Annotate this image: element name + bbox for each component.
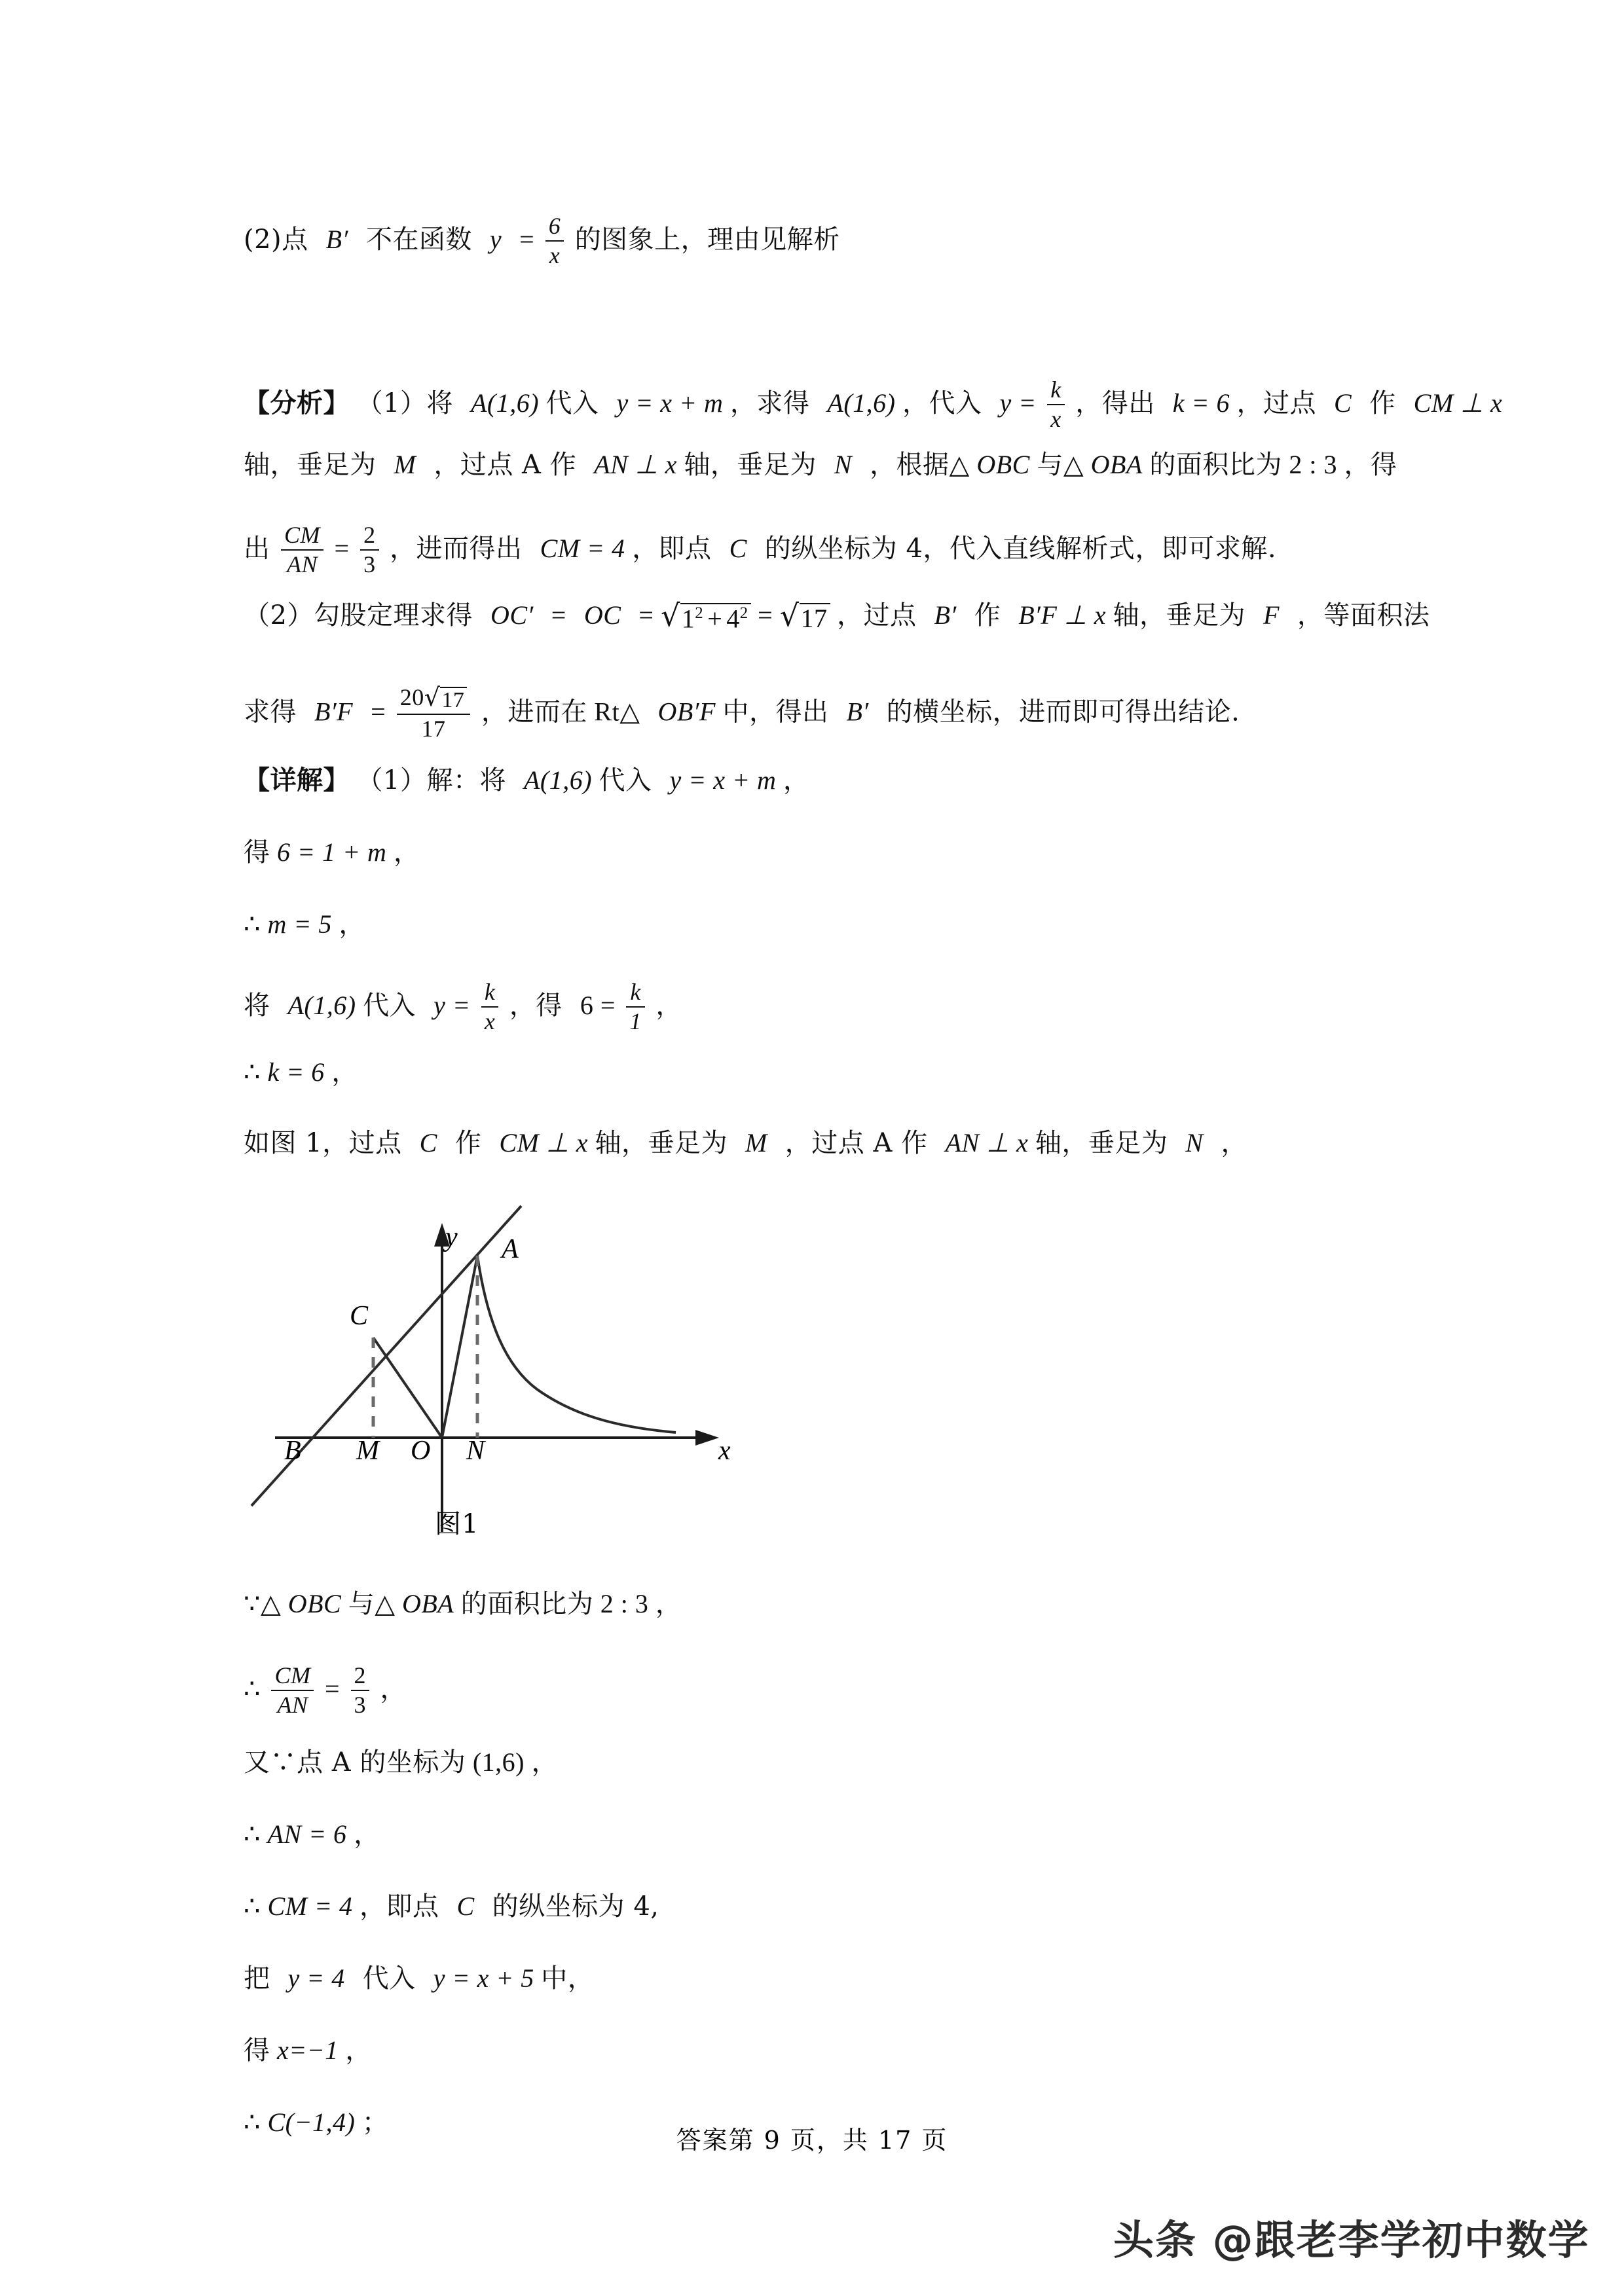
solution-l2-p1: 得 <box>244 837 270 867</box>
analysis-l3-p3: ，即点 <box>632 534 712 564</box>
analysis-l5-rt-triangle: Rt△ <box>594 697 640 727</box>
figure-label-x-axis: x <box>718 1436 731 1466</box>
radicand-value: 17 <box>441 687 465 712</box>
analysis-l5-p3: 中，得出 <box>722 697 829 727</box>
solution-l4-p2: 代入 <box>363 991 416 1021</box>
fraction-bar <box>545 240 564 242</box>
solution-l4-p1: 将 <box>244 991 270 1021</box>
after-fig5-therefore: ∴ <box>244 1891 261 1921</box>
analysis-l5-eq: = <box>371 697 386 727</box>
solution-l2-eq: 6 = 1 + m <box>277 837 387 867</box>
solution-l4-eq2-lhs: 6 = <box>580 991 616 1021</box>
solution-line-2 <box>244 839 420 866</box>
fraction-k-over-x <box>1047 377 1064 432</box>
analysis-l2-tri-oba: OBA <box>1090 450 1143 479</box>
fraction-numerator: CM <box>284 522 320 548</box>
analysis-l2-ratio: 2 : 3 <box>1289 450 1337 479</box>
after-fig8-p2: ； <box>361 2107 389 2138</box>
radicand-term1-exponent: 2 <box>695 604 704 622</box>
solution-l6-p4: ，过点 A 作 <box>784 1128 928 1158</box>
fraction-numerator: 2 <box>354 1662 367 1688</box>
radicand-value: 17 <box>800 603 828 633</box>
fraction-k-over-x <box>481 979 498 1034</box>
watermark: 头条 @跟老李学初中数学 <box>1113 2216 1590 2264</box>
fraction-numerator <box>397 682 471 712</box>
analysis-l5-p1: 求得 <box>244 697 297 727</box>
answer-intro-fn-var: y <box>489 225 502 255</box>
answer-intro-label: (2)点 <box>244 225 308 255</box>
segment-oa <box>442 1256 477 1438</box>
analysis-l3-eq: = <box>334 534 350 564</box>
sqrt-17 <box>424 682 468 712</box>
solution-after-fig-line-1 <box>244 1591 682 1617</box>
solution-l1-eq: y = x + m <box>669 765 777 795</box>
radicand <box>800 603 830 632</box>
solution-l1-p1: （1）解：将 <box>356 765 506 795</box>
answer-intro-text-b: 的图象上，理由见解析 <box>574 225 840 255</box>
analysis-l4-point-f: F <box>1263 600 1280 630</box>
solution-l6-point-c: C <box>419 1128 437 1157</box>
analysis-line-3 <box>244 524 1276 579</box>
solution-l6-p3: 轴，垂足为 <box>595 1128 728 1158</box>
solution-l6-an-perp: AN ⊥ x <box>945 1128 1029 1157</box>
fraction-denominator: 3 <box>363 551 376 577</box>
solution-l3-therefore: ∴ <box>244 909 261 939</box>
solution-line-1 <box>244 767 809 793</box>
fraction-bar <box>481 1006 498 1008</box>
solution-l1-p3: ， <box>783 765 810 795</box>
analysis-l2-p5: 与△ <box>1037 450 1084 480</box>
solution-l6-p5: 轴，垂足为 <box>1035 1128 1168 1158</box>
analysis-l3-cm-eq: CM = 4 <box>540 534 625 564</box>
solution-l3-eq: m = 5 <box>267 909 332 939</box>
analysis-l2-tri-obc: OBC <box>976 450 1030 479</box>
solution-l6-p2: 作 <box>454 1128 482 1158</box>
radicand-term2: 4 <box>726 603 740 633</box>
after-fig5-point-c: C <box>456 1891 475 1921</box>
after-fig2-p2: ， <box>380 1674 407 1705</box>
analysis-l4-oc-prime: OC′ <box>490 600 534 630</box>
fraction-bar <box>281 549 323 551</box>
fraction-numerator: 6 <box>548 213 561 239</box>
after-fig6-eq2: y = x + 5 <box>433 1963 534 1993</box>
after-fig1-tri-obc: OBC <box>287 1589 342 1618</box>
analysis-l2-p2: ，过点 A 作 <box>434 450 577 480</box>
analysis-l2-p4: ，根据△ <box>870 450 970 480</box>
radicand-term1: 1 <box>681 603 695 633</box>
after-fig6-p3: 中， <box>541 1963 595 1994</box>
fraction-2-over-3 <box>360 522 379 577</box>
analysis-l5-point-bp: B′ <box>846 697 869 727</box>
fraction-2-over-3 <box>351 1663 370 1718</box>
fraction-bar <box>397 714 471 715</box>
analysis-line-4 <box>244 597 1430 633</box>
analysis-l3-p4: 的纵坐标为 4，代入直线解析式，即可求解. <box>764 534 1277 564</box>
after-fig4-p2: ， <box>354 1819 380 1850</box>
after-fig1-p4: ， <box>655 1589 682 1619</box>
analysis-l3-point-c: C <box>729 534 747 564</box>
solution-l4-p3: ，得 <box>509 991 563 1021</box>
analysis-l4-point-bp: B′ <box>934 600 957 630</box>
analysis-line-1 <box>244 378 1502 433</box>
analysis-l4-p3: 作 <box>974 600 1001 630</box>
solution-line-4 <box>244 981 682 1036</box>
analysis-line-5 <box>244 682 1240 743</box>
fraction-denominator: 17 <box>421 715 446 742</box>
analysis-l4-p4: 轴，垂足为 <box>1113 600 1246 630</box>
solution-l1-point-a: A(1,6) <box>523 765 593 795</box>
after-fig8-eq: C(−1,4) <box>267 2107 356 2137</box>
solution-l6-cm-perp: CM ⊥ x <box>499 1128 588 1157</box>
after-fig5-p2: ，即点 <box>359 1891 439 1922</box>
figure-label-origin: O <box>411 1436 431 1466</box>
solution-line-6 <box>244 1130 1247 1156</box>
figure-label-point-a: A <box>502 1234 519 1264</box>
solution-l4-point-a: A(1,6) <box>287 991 356 1021</box>
radicand-plus: + <box>707 603 723 633</box>
figure-1 <box>244 1178 1396 1584</box>
solution-line-3 <box>244 911 365 938</box>
analysis-l1-p2: 代入 <box>545 388 599 419</box>
figure-label-point-n: N <box>466 1436 485 1466</box>
after-fig1-p2: 与△ <box>348 1589 396 1619</box>
analysis-l2-p6: 的面积比为 <box>1149 450 1282 480</box>
analysis-l1-point-a1: A(1,6) <box>470 388 540 418</box>
solution-l5-therefore: ∴ <box>244 1057 261 1087</box>
fraction-denominator: 1 <box>629 1008 642 1034</box>
fraction-numerator: k <box>630 979 641 1005</box>
answer-intro-point: B′ <box>325 225 348 255</box>
fraction-numerator: CM <box>274 1662 311 1688</box>
analysis-l4-p5: ，等面积法 <box>1297 600 1430 630</box>
analysis-l1-p3: ，求得 <box>729 388 810 419</box>
answer-intro-line <box>244 215 840 270</box>
analysis-l3-p2: ，进而得出 <box>390 534 523 564</box>
analysis-l1-eq2-lhs: y = <box>999 388 1037 418</box>
radical-glyph: √ <box>660 597 680 633</box>
fraction-cm-over-an <box>281 522 323 577</box>
after-fig3-coord: (1,6) <box>472 1747 525 1777</box>
fraction-6-over-x <box>545 213 564 268</box>
analysis-l5-bf: B′F <box>314 697 354 727</box>
analysis-l1-p1: （1）将 <box>356 388 453 419</box>
analysis-l2-an-perp: AN ⊥ x <box>594 450 677 479</box>
radicand <box>440 687 467 712</box>
radicand <box>680 603 751 632</box>
fraction-k-over-1 <box>626 979 645 1034</box>
fraction-20root17-over-17 <box>397 682 471 742</box>
fraction-numerator: k <box>1050 376 1061 403</box>
after-fig3-p1: 又∵点 A 的坐标为 <box>244 1747 466 1777</box>
solution-l4-eq-lhs: y = <box>434 991 471 1021</box>
sqrt-1sq-plus-4sq <box>660 597 751 633</box>
solution-l3-p2: ， <box>339 909 365 939</box>
solution-l4-p4: ， <box>655 991 682 1021</box>
after-fig2-therefore: ∴ <box>244 1674 261 1704</box>
analysis-l1-eq3: k = 6 <box>1172 388 1230 418</box>
after-fig6-eq1: y = 4 <box>287 1963 345 1993</box>
analysis-l2-point-m: M <box>394 450 416 479</box>
after-fig4-therefore: ∴ <box>244 1819 261 1849</box>
fraction-numerator: 2 <box>363 522 376 548</box>
solution-heading: 【详解】 <box>244 765 350 795</box>
answer-intro-text-a: 不在函数 <box>365 225 472 255</box>
analysis-l4-p2: ，过点 <box>837 600 917 630</box>
solution-line-5 <box>244 1059 358 1085</box>
fraction-cm-over-an <box>271 1663 314 1718</box>
after-fig1-ratio: 2 : 3 <box>600 1589 649 1618</box>
after-fig6-p1: 把 <box>244 1963 270 1994</box>
after-fig5-eq: CM = 4 <box>267 1891 353 1921</box>
analysis-l3-p1: 出 <box>244 534 270 564</box>
analysis-l2-p7: ，得 <box>1344 450 1397 480</box>
after-fig3-p2: ， <box>531 1747 558 1777</box>
fraction-bar <box>626 1006 645 1008</box>
solution-l6-point-n: N <box>1185 1128 1204 1157</box>
analysis-l5-p2: ，进而在 <box>481 697 587 727</box>
analysis-line-2 <box>244 452 1397 478</box>
fraction-denominator: AN <box>286 551 318 577</box>
after-fig2-eq: = <box>324 1674 341 1704</box>
solution-l6-point-m: M <box>745 1128 767 1157</box>
solution-l5-p2: ， <box>331 1057 358 1087</box>
radicand-term2-exponent: 2 <box>739 604 748 622</box>
solution-after-fig-line-7 <box>244 2037 372 2064</box>
figure-label-point-m: M <box>356 1436 379 1466</box>
sqrt-17 <box>779 597 830 633</box>
fraction-numerator: k <box>484 979 496 1005</box>
x-axis-arrowhead <box>695 1430 719 1446</box>
analysis-l4-eq3: = <box>758 600 773 630</box>
analysis-l2-p1: 轴，垂足为 <box>244 450 377 480</box>
figure-label-point-b: B <box>284 1436 301 1466</box>
figure-1-caption: 图1 <box>435 1509 479 1539</box>
after-fig1-p1: ∵△ <box>244 1589 282 1619</box>
page-footer: 答案第 9 页，共 17 页 <box>676 2126 948 2155</box>
fraction-denominator: x <box>484 1008 496 1034</box>
segment-oc <box>373 1338 442 1438</box>
analysis-l1-p4: ，代入 <box>902 388 982 419</box>
solution-l5-eq: k = 6 <box>267 1057 325 1087</box>
analysis-l1-cm-perp: CM ⊥ x <box>1413 388 1503 418</box>
analysis-l4-eq2: = <box>638 600 654 630</box>
analysis-l2-p3: 轴，垂足为 <box>684 450 817 480</box>
fraction-bar <box>360 549 379 551</box>
analysis-l1-point-a2: A(1,6) <box>827 388 896 418</box>
analysis-l1-p6: ，过点 <box>1236 388 1316 419</box>
analysis-l1-p7: 作 <box>1369 388 1396 419</box>
after-fig7-p2: ， <box>345 2035 372 2066</box>
figure-label-y-axis: y <box>445 1222 458 1252</box>
figure-1-graph <box>244 1178 1029 1545</box>
after-fig1-tri-oba: OBA <box>401 1589 454 1618</box>
after-fig7-p1: 得 <box>244 2035 270 2066</box>
fraction-denominator: x <box>549 242 561 268</box>
after-fig6-p2: 代入 <box>362 1963 416 1994</box>
solution-after-fig-line-5 <box>244 1893 659 1920</box>
analysis-heading: 【分析】 <box>244 388 350 419</box>
analysis-l4-oc: OC <box>583 600 621 630</box>
fraction-bar <box>1047 404 1064 405</box>
analysis-l4-eq1: = <box>551 600 566 630</box>
radical-glyph: √ <box>424 682 441 712</box>
fraction-bar <box>271 1690 314 1691</box>
after-fig8-therefore: ∴ <box>244 2107 261 2137</box>
analysis-l4-bf-perp: B′F ⊥ x <box>1018 600 1106 630</box>
solution-l6-p1: 如图 1，过点 <box>244 1128 402 1158</box>
analysis-l1-p5: ，得出 <box>1075 388 1155 419</box>
after-fig7-eq: x=−1 <box>277 2035 339 2065</box>
hyperbola-curve <box>477 1256 676 1432</box>
fraction-denominator: x <box>1050 405 1061 432</box>
analysis-l4-p1: （2）勾股定理求得 <box>244 600 473 630</box>
numerator-coefficient: 20 <box>399 684 424 710</box>
after-fig4-eq: AN = 6 <box>267 1819 347 1849</box>
fraction-bar <box>351 1690 370 1691</box>
analysis-l2-point-n: N <box>834 450 853 479</box>
solution-after-fig-line-2 <box>244 1664 407 1719</box>
analysis-l1-point-c: C <box>1333 388 1352 418</box>
fraction-denominator: AN <box>277 1691 308 1718</box>
solution-l2-p2: ， <box>393 837 420 867</box>
analysis-l1-eq1: y = x + m <box>616 388 724 418</box>
solution-after-fig-line-6 <box>244 1965 594 1992</box>
solution-after-fig-line-3 <box>244 1749 558 1776</box>
solution-after-fig-line-4 <box>244 1821 380 1848</box>
analysis-l5-tri-obf: OB′F <box>657 697 716 727</box>
solution-l1-p2: 代入 <box>599 765 652 795</box>
after-fig1-p3: 的面积比为 <box>460 1589 594 1619</box>
solution-l6-p6: ， <box>1221 1128 1248 1158</box>
analysis-l5-p4: 的横坐标，进而即可得出结论. <box>886 697 1240 727</box>
figure-label-point-c: C <box>350 1301 369 1331</box>
answer-intro-eq: = <box>519 225 535 255</box>
after-fig5-p3: 的纵坐标为 4, <box>492 1891 659 1922</box>
fraction-denominator: 3 <box>354 1691 367 1718</box>
radical-glyph: √ <box>779 597 800 633</box>
